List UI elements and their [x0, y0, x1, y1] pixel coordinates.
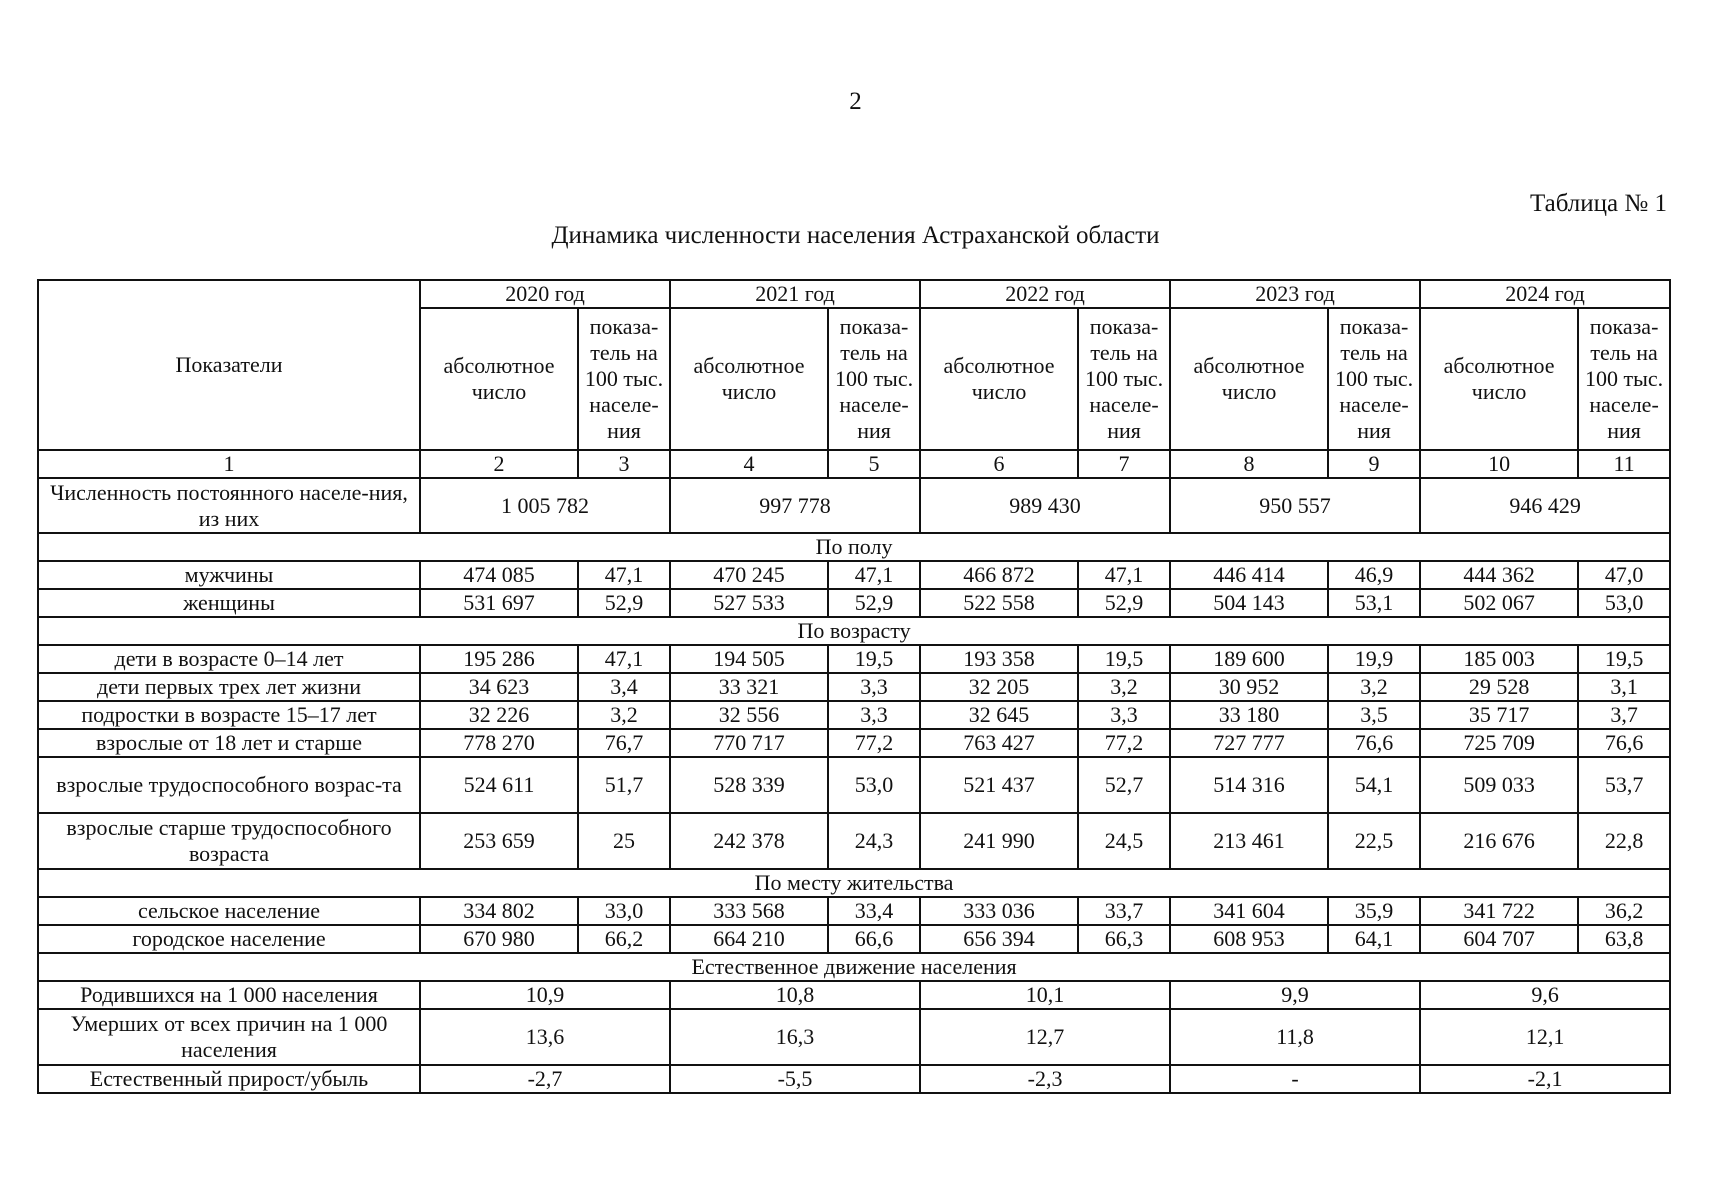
value-cell: 3,5 [1328, 701, 1420, 729]
value-cell: 341 604 [1170, 897, 1328, 925]
section-row [38, 533, 1670, 561]
value-cell: 604 707 [1420, 925, 1578, 953]
value-cell: 53,1 [1328, 589, 1420, 617]
value-cell: 33,7 [1078, 897, 1170, 925]
table-row [38, 561, 1670, 589]
row-label: взрослые старше трудоспособного возраста [38, 813, 420, 869]
section-row [38, 869, 1670, 897]
section-title: Естественное движение населения [38, 953, 1670, 981]
value-cell: 32 556 [670, 701, 828, 729]
value-cell: 53,0 [828, 757, 920, 813]
column-numbers-row [38, 450, 1670, 478]
value-cell: 466 872 [920, 561, 1078, 589]
value-cell: 185 003 [1420, 645, 1578, 673]
value-cell: 32 205 [920, 673, 1078, 701]
value-cell: 193 358 [920, 645, 1078, 673]
table-body [38, 280, 1670, 1093]
value-cell: 19,5 [1078, 645, 1170, 673]
value-cell: -5,5 [670, 1065, 920, 1093]
value-cell: 3,2 [1328, 673, 1420, 701]
value-cell: 29 528 [1420, 673, 1578, 701]
abs-number-header: абсолютное число [920, 308, 1078, 450]
value-cell: 333 568 [670, 897, 828, 925]
section-title: По полу [38, 533, 1670, 561]
column-number: 5 [828, 450, 920, 478]
column-number: 3 [578, 450, 670, 478]
abs-number-header: абсолютное число [420, 308, 578, 450]
value-cell: 189 600 [1170, 645, 1328, 673]
value-cell: 24,3 [828, 813, 920, 869]
value-cell: 19,5 [1578, 645, 1670, 673]
value-cell: 35 717 [1420, 701, 1578, 729]
row-label: сельское население [38, 897, 420, 925]
row-label: Умерших от всех причин на 1 000 населения [38, 1009, 420, 1065]
year-header: 2022 год [920, 280, 1170, 308]
value-cell: 51,7 [578, 757, 670, 813]
row-label: дети первых трех лет жизни [38, 673, 420, 701]
value-cell: 528 339 [670, 757, 828, 813]
value-cell: 76,6 [1578, 729, 1670, 757]
value-cell: 216 676 [1420, 813, 1578, 869]
row-label: взрослые от 18 лет и старше [38, 729, 420, 757]
header-years-row [38, 280, 1670, 308]
row-label: городское население [38, 925, 420, 953]
value-cell: 53,0 [1578, 589, 1670, 617]
value-cell: 334 802 [420, 897, 578, 925]
column-number: 2 [420, 450, 578, 478]
value-cell: 77,2 [828, 729, 920, 757]
abs-number-header: абсолютное число [1170, 308, 1328, 450]
value-cell: 76,7 [578, 729, 670, 757]
column-number: 11 [1578, 450, 1670, 478]
value-cell: 32 645 [920, 701, 1078, 729]
value-cell: 54,1 [1328, 757, 1420, 813]
value-cell: 670 980 [420, 925, 578, 953]
row-label: Естественный прирост/убыль [38, 1065, 420, 1093]
value-cell: 76,6 [1328, 729, 1420, 757]
value-cell: 727 777 [1170, 729, 1328, 757]
column-number: 8 [1170, 450, 1328, 478]
value-cell: 25 [578, 813, 670, 869]
value-cell: 10,8 [670, 981, 920, 1009]
value-cell: 12,7 [920, 1009, 1170, 1065]
value-cell: 3,4 [578, 673, 670, 701]
value-cell: 950 557 [1170, 478, 1420, 533]
row-label: Численность постоянного населе-ния, из них [38, 478, 420, 533]
table-row [38, 701, 1670, 729]
table-row [38, 1065, 1670, 1093]
table-row [38, 645, 1670, 673]
value-cell: 9,9 [1170, 981, 1420, 1009]
value-cell: 52,7 [1078, 757, 1170, 813]
value-cell: 242 378 [670, 813, 828, 869]
row-label: мужчины [38, 561, 420, 589]
section-title: По возрасту [38, 617, 1670, 645]
section-title: По месту жительства [38, 869, 1670, 897]
table-row [38, 757, 1670, 813]
value-cell: 241 990 [920, 813, 1078, 869]
value-cell: 33 180 [1170, 701, 1328, 729]
section-row [38, 953, 1670, 981]
row-label: женщины [38, 589, 420, 617]
value-cell: 10,1 [920, 981, 1170, 1009]
value-cell: 66,6 [828, 925, 920, 953]
value-cell: 35,9 [1328, 897, 1420, 925]
value-cell: 33,4 [828, 897, 920, 925]
row-label: Родившихся на 1 000 населения [38, 981, 420, 1009]
value-cell: 341 722 [1420, 897, 1578, 925]
value-cell: 47,1 [578, 561, 670, 589]
value-cell: 24,5 [1078, 813, 1170, 869]
value-cell: 778 270 [420, 729, 578, 757]
value-cell: 22,8 [1578, 813, 1670, 869]
value-cell: 474 085 [420, 561, 578, 589]
value-cell: 3,2 [1078, 673, 1170, 701]
value-cell: 47,0 [1578, 561, 1670, 589]
value-cell: 725 709 [1420, 729, 1578, 757]
value-cell: 446 414 [1170, 561, 1328, 589]
value-cell: 997 778 [670, 478, 920, 533]
value-cell: 47,1 [828, 561, 920, 589]
table-row [38, 981, 1670, 1009]
value-cell: 521 437 [920, 757, 1078, 813]
table-row [38, 729, 1670, 757]
table-row [38, 673, 1670, 701]
value-cell: 19,9 [1328, 645, 1420, 673]
abs-number-header: абсолютное число [1420, 308, 1578, 450]
value-cell: 470 245 [670, 561, 828, 589]
value-cell: 502 067 [1420, 589, 1578, 617]
value-cell: 527 533 [670, 589, 828, 617]
value-cell: 195 286 [420, 645, 578, 673]
value-cell: 52,9 [578, 589, 670, 617]
value-cell: 1 005 782 [420, 478, 670, 533]
rate-header: показа-тель на 100 тыс. населе-ния [1328, 308, 1420, 450]
value-cell: - [1170, 1065, 1420, 1093]
value-cell: 33 321 [670, 673, 828, 701]
rate-header: показа-тель на 100 тыс. населе-ния [1078, 308, 1170, 450]
table-row [38, 897, 1670, 925]
value-cell: 9,6 [1420, 981, 1670, 1009]
page-number: 2 [849, 88, 862, 115]
value-cell: 19,5 [828, 645, 920, 673]
value-cell: 52,9 [828, 589, 920, 617]
value-cell: 444 362 [1420, 561, 1578, 589]
abs-number-header: абсолютное число [670, 308, 828, 450]
year-header: 2021 год [670, 280, 920, 308]
value-cell: 3,3 [1078, 701, 1170, 729]
value-cell: -2,7 [420, 1065, 670, 1093]
table-row [38, 925, 1670, 953]
table-row [38, 1009, 1670, 1065]
value-cell: 30 952 [1170, 673, 1328, 701]
value-cell: -2,3 [920, 1065, 1170, 1093]
year-header: 2024 год [1420, 280, 1670, 308]
value-cell: 13,6 [420, 1009, 670, 1065]
rate-header: показа-тель на 100 тыс. населе-ния [828, 308, 920, 450]
value-cell: 3,3 [828, 701, 920, 729]
value-cell: 509 033 [1420, 757, 1578, 813]
table-title: Динамика численности населения Астраханской области [551, 222, 1160, 249]
value-cell: 524 611 [420, 757, 578, 813]
column-number: 10 [1420, 450, 1578, 478]
value-cell: 52,9 [1078, 589, 1170, 617]
value-cell: 763 427 [920, 729, 1078, 757]
value-cell: 46,9 [1328, 561, 1420, 589]
value-cell: 47,1 [1078, 561, 1170, 589]
value-cell: 608 953 [1170, 925, 1328, 953]
section-row [38, 617, 1670, 645]
value-cell: 77,2 [1078, 729, 1170, 757]
table-row [38, 813, 1670, 869]
value-cell: 656 394 [920, 925, 1078, 953]
column-number: 1 [38, 450, 420, 478]
value-cell: 3,2 [578, 701, 670, 729]
column-number: 7 [1078, 450, 1170, 478]
value-cell: 53,7 [1578, 757, 1670, 813]
indicator-header: Показатели [38, 280, 420, 450]
value-cell: 770 717 [670, 729, 828, 757]
value-cell: 34 623 [420, 673, 578, 701]
value-cell: 64,1 [1328, 925, 1420, 953]
value-cell: 11,8 [1170, 1009, 1420, 1065]
total-population-row [38, 478, 1670, 533]
row-label: дети в возрасте 0–14 лет [38, 645, 420, 673]
value-cell: 3,1 [1578, 673, 1670, 701]
column-number: 4 [670, 450, 828, 478]
value-cell: 22,5 [1328, 813, 1420, 869]
value-cell: 10,9 [420, 981, 670, 1009]
value-cell: -2,1 [1420, 1065, 1670, 1093]
value-cell: 213 461 [1170, 813, 1328, 869]
value-cell: 66,2 [578, 925, 670, 953]
value-cell: 66,3 [1078, 925, 1170, 953]
value-cell: 333 036 [920, 897, 1078, 925]
rate-header: показа-тель на 100 тыс. населе-ния [1578, 308, 1670, 450]
value-cell: 36,2 [1578, 897, 1670, 925]
rate-header: показа-тель на 100 тыс. населе-ния [578, 308, 670, 450]
year-header: 2023 год [1170, 280, 1420, 308]
population-table [37, 279, 1671, 1094]
value-cell: 63,8 [1578, 925, 1670, 953]
value-cell: 16,3 [670, 1009, 920, 1065]
value-cell: 3,3 [828, 673, 920, 701]
value-cell: 946 429 [1420, 478, 1670, 533]
value-cell: 33,0 [578, 897, 670, 925]
value-cell: 3,7 [1578, 701, 1670, 729]
value-cell: 194 505 [670, 645, 828, 673]
year-header: 2020 год [420, 280, 670, 308]
value-cell: 531 697 [420, 589, 578, 617]
value-cell: 514 316 [1170, 757, 1328, 813]
value-cell: 522 558 [920, 589, 1078, 617]
table-row [38, 589, 1670, 617]
value-cell: 989 430 [920, 478, 1170, 533]
column-number: 9 [1328, 450, 1420, 478]
column-number: 6 [920, 450, 1078, 478]
value-cell: 504 143 [1170, 589, 1328, 617]
table-number: Таблица № 1 [1529, 190, 1667, 217]
value-cell: 12,1 [1420, 1009, 1670, 1065]
value-cell: 47,1 [578, 645, 670, 673]
value-cell: 664 210 [670, 925, 828, 953]
row-label: подростки в возрасте 15–17 лет [38, 701, 420, 729]
value-cell: 32 226 [420, 701, 578, 729]
row-label: взрослые трудоспособного возрас-та [38, 757, 420, 813]
value-cell: 253 659 [420, 813, 578, 869]
